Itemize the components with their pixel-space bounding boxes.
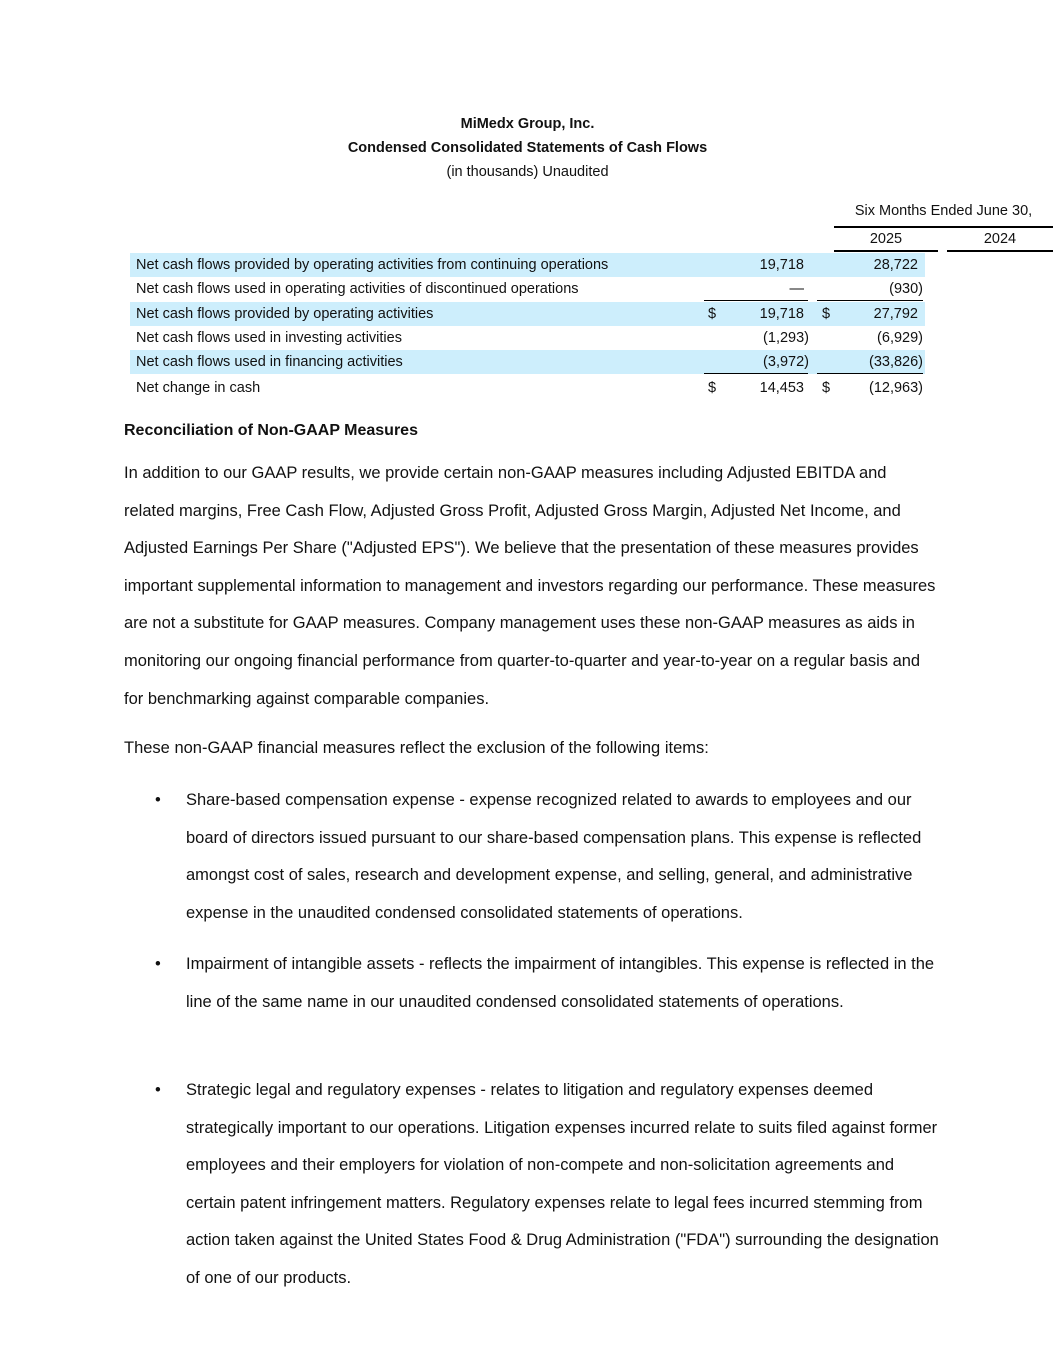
row-label: Net cash flows provided by operating activities [136,306,434,322]
value-2024: 28,722 [873,257,918,273]
bullet-icon: • [155,1081,161,1099]
table-row [130,302,925,326]
subtotal-rule-2025 [704,300,808,301]
currency-2024: $ [822,380,831,396]
units-note: (in thousands) Unaudited [446,164,609,180]
bullet-icon: • [155,791,161,809]
exclusions-intro: These non-GAAP financial measures reflect the exclusion of the following items: [124,739,709,757]
bullet-text: Share-based compensation expense - expense recognized related to awards to employees and our board of directors issued pursuant to our share-based compensation plans. This expense is reflected amongst cost of sales, research and development expense, and selling, general, and administrative expense in the unaudited condensed consolidated statements of operations. [186,791,922,922]
row-label: Net cash flows provided by operating activities from continuing operations [136,257,609,273]
value-2024: (33,826) [868,354,923,370]
intro-paragraph: In addition to our GAAP results, we provide certain non-GAAP measures including Adjusted EBITDA and related margins, Free Cash Flow, Adjusted Gross Profit, Adjusted Gross Margin, Adjusted Net Income, and Adjusted Earnings Per Share ("Adjusted EPS"). We believe that the presentation of these measures provides important supplemental information to management and investors regarding our performance. These measures are not a substitute for GAAP measures. Company management uses these non-GAAP measures as aids in monitoring our ongoing financial performance from quarter-to-quarter and year-to-year on a regular basis and for benchmarking against comparable companies. [124,464,936,708]
table-row [130,350,925,374]
column-rule-2024 [947,250,1053,252]
row-label: Net cash flows used in operating activities of discontinued operations [136,281,579,297]
bullet-text: Impairment of intangible assets - reflects the impairment of intangibles. This expense is reflected in the line of the same name in our unaudited condensed consolidated statements of operations. [186,955,935,1011]
total-rule-2024 [817,373,923,374]
value-2024: (12,963) [868,380,923,396]
row-label: Net cash flows used in financing activities [136,354,403,370]
currency-2024: $ [822,306,831,322]
column-header-2024: 2024 [983,231,1017,247]
table-row [130,376,925,400]
value-2024: 27,792 [873,306,918,322]
total-rule-2025 [704,373,808,374]
row-label: Net cash flows used in investing activities [136,330,402,346]
table-row [130,277,925,301]
column-header-2025: 2025 [869,231,903,247]
section-heading: Reconciliation of Non-GAAP Measures [124,422,418,439]
value-2025: 19,718 [759,257,804,273]
value-2025: (3,972) [763,354,809,370]
company-name: MiMedx Group, Inc. [460,116,595,132]
value-2025: (1,293) [763,330,809,346]
period-header: Six Months Ended June 30, [854,203,1033,219]
subtotal-rule-2024 [817,300,923,301]
bullet-icon: • [155,955,161,973]
currency-2025: $ [708,380,717,396]
bullet-text: Strategic legal and regulatory expenses - relates to litigation and regulatory expenses deemed strategically important to our operations. Litigation expenses incurred relate to suits filed against former employees and their employers for violation of non-compete and non-solicitation agreements and certain patent infringement matters. Regulatory expenses relate to legal fees incurred stemming from action taken against the United States Food & Drug Administration ("FDA") surrounding the designation of one of our products. [186,1081,939,1287]
period-rule [834,226,1053,228]
value-2024: (6,929) [877,330,923,346]
table-row [130,253,925,277]
column-rule-2025 [834,250,938,252]
currency-2025: $ [708,306,717,322]
row-label: Net change in cash [136,380,261,396]
value-2025: 14,453 [759,380,804,396]
table-row [130,326,925,350]
value-2025: 19,718 [759,306,804,322]
value-2024: (930) [889,281,923,297]
statement-title: Condensed Consolidated Statements of Cash Flows [347,140,708,156]
value-2025: — [789,281,804,297]
